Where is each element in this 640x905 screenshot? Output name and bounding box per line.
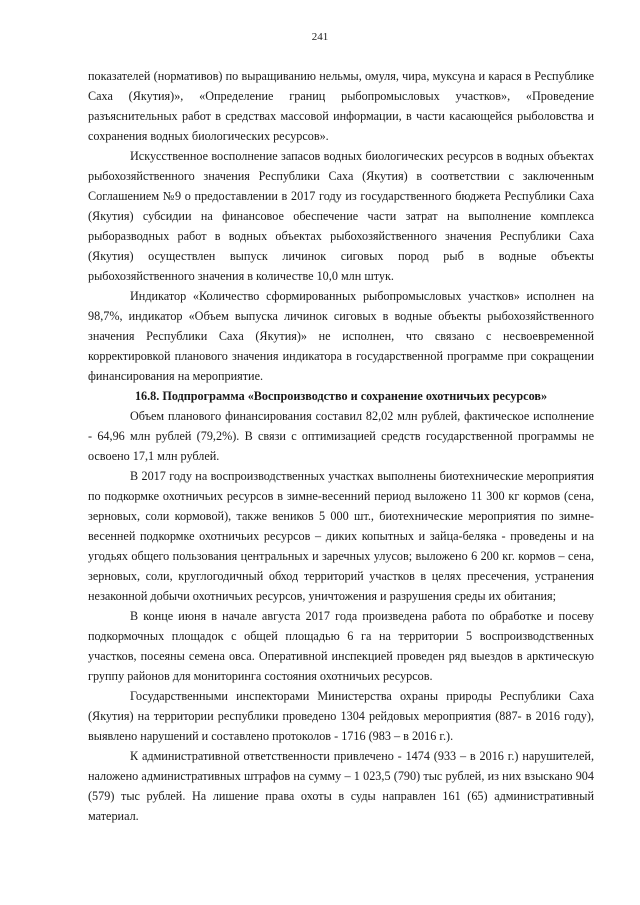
document-body <box>88 66 594 826</box>
paragraph-artificial-restocking: Искусственное восполнение запасов водных биологических ресурсов в водных объектах рыбохозяйственного значения Республики Саха (Якутия) в соответствии с заключенным Соглашением №9 о предоставлении в 2017 году из государственного бюджета Республики Саха (Якутия) субсидии на финансовое обеспечение части затрат на выполнение комплекса рыборазводных работ в водных объектах рыбохозяйственного значения Республики Саха (Якутия) осуществлен выпуск личинок сиговых пород рыб в водные объекты рыбохозяйственного значения в количестве 10,0 млн штук. <box>88 149 594 283</box>
page-number: 241 <box>311 31 329 43</box>
paragraph-fishery-indicators: Индикатор «Количество сформированных рыбопромысловых участков» исполнен на 98,7%, индикатор «Объем выпуска личинок сиговых в водные объекты рыбохозяйственного значения Республики Саха (Якутия)» не исполнен, что связано с несвоевременной корректировкой планового значения индикатора в государственной программе при сокращении финансирования на мероприятие. <box>88 289 594 383</box>
paragraph-feeding-plots: В конце июня в начале августа 2017 года произведена работа по обработке и посеву подкормочных площадок с общей площадью 6 га на территории 5 воспроизводственных участков, посеяны семена овса. Оперативной инспекцией проведен ряд выездов в арктическую группу районов для мониторинга состояния охотничьих ресурсов. <box>88 609 594 683</box>
paragraph-administrative-liability: К административной ответственности привлечено - 1474 (933 – в 2016 г.) нарушителей, наложено административных штрафов на сумму – 1 023,5 (790) тыс рублей, из них взыскано 904 (579) тыс рублей. На лишение права охоты в суды направлен 161 (65) административный материал. <box>88 749 594 823</box>
paragraph-fishery-works-continuation: показателей (нормативов) по выращиванию нельмы, омуля, чира, муксуна и карася в Республике Саха (Якутия)», «Определение границ рыбопромысловых участков», «Проведение разъяснительных работ в средствах массовой информации, в части касающейся рыболовства и сохранения водных биологических ресурсов». <box>88 69 594 143</box>
section-heading-hunting-resources: 16.8. Подпрограмма «Воспроизводство и сохранение охотничьих ресурсов» <box>134 389 548 403</box>
paragraph-inspection-raids: Государственными инспекторами Министерства охраны природы Республики Саха (Якутия) на территории республики проведено 1304 рейдовых мероприятия (887- в 2016 году), выявлено нарушений и составлено протоколов - 1716 (983 – в 2016 г.). <box>88 689 594 743</box>
paragraph-hunting-financing: Объем планового финансирования составил 82,02 млн рублей, фактическое исполнение - 64,96 млн рублей (79,2%). В связи с оптимизацией средств государственной программы не освоено 17,1 млн рублей. <box>88 409 594 463</box>
paragraph-biotechnical-measures: В 2017 году на воспроизводственных участках выполнены биотехнические мероприятия по подкормке охотничьих ресурсов в зимне-весенний период выложено 11 300 кг кормов (сена, зерновых, соли кормовой), также веников 5 000 шт., биотехнические мероприятия по зимне-весенней подкормке охотничьих ресурсов – диких копытных и зайца-беляка - проведены и на угодьях общего пользования центральных и заречных улусов; выложено 6 200 кг. кормов – сена, зерновых, соли, круглогодичный обход территорий участков в целях пресечения, устранения незаконной добычи охотничьих ресурсов, уничтожения и разрушения среды их обитания; <box>88 469 594 603</box>
